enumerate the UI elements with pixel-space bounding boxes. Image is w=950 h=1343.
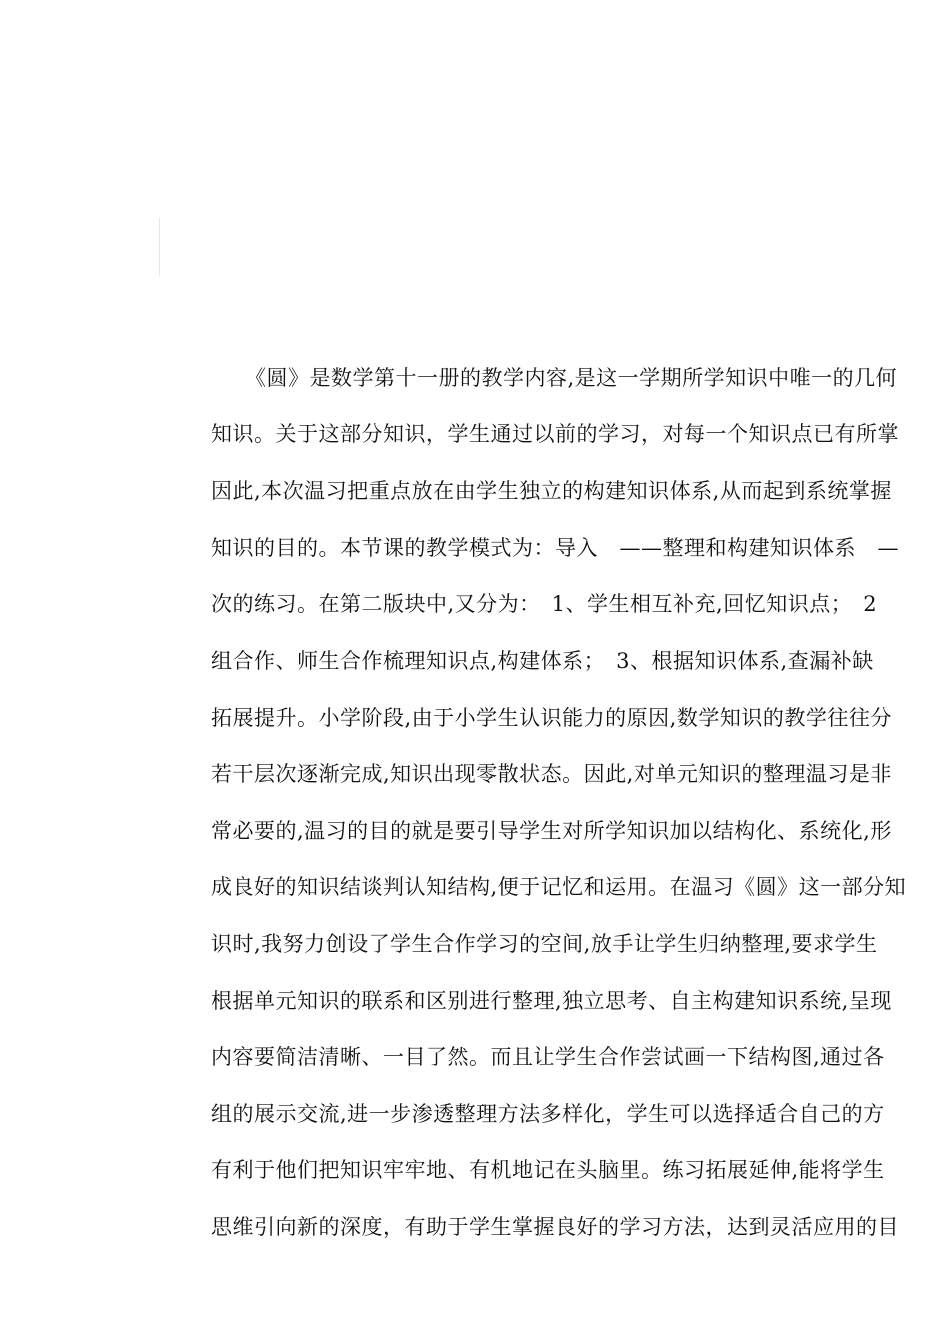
text-line-2: 知识。关于这部分知识，学生通过以前的学习，对每一个知识点已有所掌	[211, 422, 899, 446]
text-line-5: 次的练习。在第二版块中,又分为： 1、学生相互补充,回忆知识点； 2	[211, 592, 878, 616]
text-line-13: 内容要简洁清晰、一目了然。而且让学生合作尝试画一下结构图,通过各	[211, 1045, 885, 1069]
text-line-11: 识时,我努力创设了学生合作学习的空间,放手让学生归纳整理,要求学生	[211, 932, 878, 956]
text-line-8: 若干层次逐渐完成,知识出现零散状态。因此,对单元知识的整理温习是非	[211, 762, 892, 786]
text-line-16: 思维引向新的深度，有助于学生掌握良好的学习方法，达到灵活应用的目	[211, 1215, 899, 1239]
text-line-3: 因此,本次温习把重点放在由学生独立的构建知识体系,从而起到系统掌握	[211, 479, 892, 503]
text-line-1: 《圆》是数学第十一册的教学内容,是这一学期所学知识中唯一的几何	[245, 366, 898, 390]
text-line-12: 根据单元知识的联系和区别进行整理,独立思考、自主构建知识系统,呈现	[211, 989, 892, 1013]
text-line-9: 常必要的,温习的目的就是要引导学生对所学知识加以结构化、系统化,形	[211, 819, 892, 843]
text-line-14: 组的展示交流,进一步渗透整理方法多样化，学生可以选择适合自己的方	[211, 1102, 885, 1126]
text-line-6: 组合作、师生合作梳理知识点,构建体系； 3、根据知识体系,查漏补缺	[211, 649, 874, 673]
text-line-4: 知识的目的。本节课的教学模式为：导入 ——整理和构建知识体系 —	[211, 536, 899, 560]
text-line-15: 有利于他们把知识牢牢地、有机地记在头脑里。练习拓展延伸,能将学生	[211, 1158, 885, 1182]
text-line-7: 拓展提升。小学阶段,由于小学生认识能力的原因,数学知识的教学往往分	[211, 706, 892, 730]
text-line-10: 成良好的知识结谈判认知结构,便于记忆和运用。在温习《圆》这一部分知	[211, 875, 907, 899]
